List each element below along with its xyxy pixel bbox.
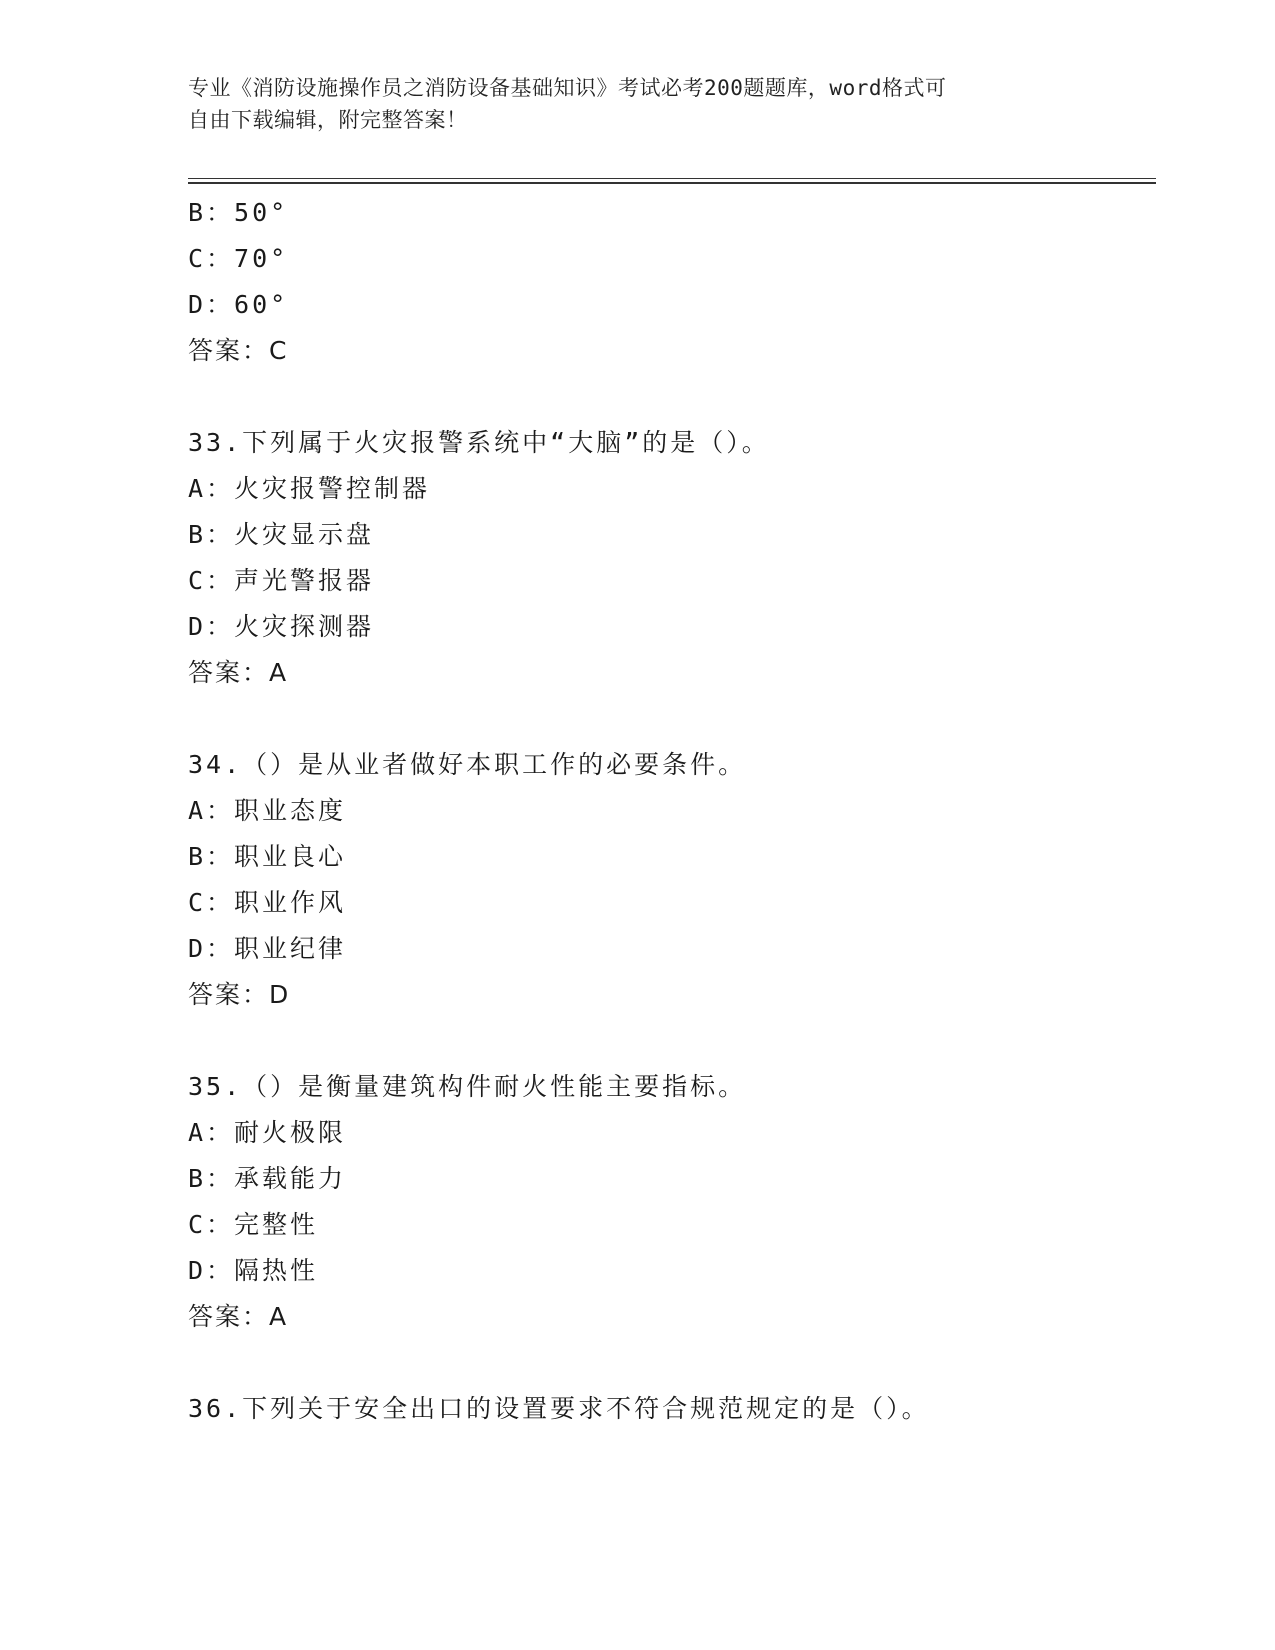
option-b: B：50° [188,198,289,227]
option-d: D：60° [188,290,289,319]
question-block-continued [188,190,1156,374]
option-d: D：火灾探测器 [188,612,375,641]
option-d: D：职业纪律 [188,934,347,963]
header-divider-thick [188,182,1156,184]
question-block-34 [188,742,1156,1018]
option-a: A：耐火极限 [188,1118,347,1147]
option-b: B：承载能力 [188,1164,347,1193]
option-c: C：声光警报器 [188,566,375,595]
answer-line: 答案：D [188,980,291,1009]
option-a: A：火灾报警控制器 [188,474,431,503]
question-block-35 [188,1064,1156,1340]
header-line-2: 自由下载编辑，附完整答案！ [188,108,468,132]
option-c: C：70° [188,244,289,273]
answer-line: 答案：A [188,1302,289,1331]
header-divider-thin [188,178,1156,179]
question-block-33 [188,420,1156,696]
document-header [188,72,1088,136]
option-c: C：职业作风 [188,888,347,917]
option-c: C：完整性 [188,1210,319,1239]
option-a: A：职业态度 [188,796,347,825]
option-d: D：隔热性 [188,1256,319,1285]
answer-line: 答案：C [188,336,289,365]
question-stem: 35.（）是衡量建筑构件耐火性能主要指标。 [188,1072,747,1101]
question-stem: 36.下列关于安全出口的设置要求不符合规范规定的是（）。 [188,1394,930,1423]
question-stem: 33.下列属于火灾报警系统中“大脑”的是（）。 [188,428,770,457]
answer-line: 答案：A [188,658,289,687]
option-b: B：职业良心 [188,842,347,871]
header-line-1: 专业《消防设施操作员之消防设备基础知识》考试必考200题题库，word格式可 [188,76,947,100]
question-list [188,190,1156,1432]
question-block-36 [188,1386,1156,1432]
question-stem: 34.（）是从业者做好本职工作的必要条件。 [188,750,747,779]
option-b: B：火灾显示盘 [188,520,375,549]
